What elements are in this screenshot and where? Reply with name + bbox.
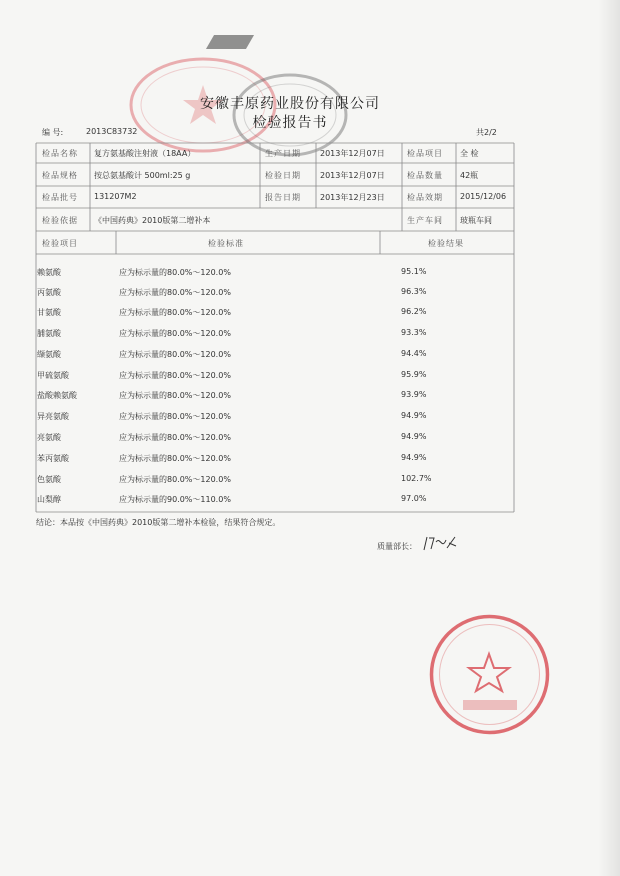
inspection-basis: 《中国药典》2010版第二增补本 [94, 216, 211, 225]
table-row [0, 349, 620, 369]
item-result: 95.9% [401, 370, 427, 379]
column-header-result: 检验结果 [428, 239, 464, 248]
batch-number: 131207M2 [94, 192, 137, 201]
item-name: 异亮氨酸 [37, 412, 69, 421]
expiry-date: 2015/12/06 [460, 192, 507, 201]
table-row [0, 453, 620, 473]
item-name: 脯氨酸 [37, 329, 61, 338]
item-result: 94.9% [401, 411, 427, 420]
handwritten-signature [422, 534, 458, 554]
column-header-standard: 检验标准 [208, 239, 244, 248]
item-result: 93.9% [401, 390, 427, 399]
item-standard: 应为标示量的80.0%～120.0% [119, 475, 231, 484]
company-name: 安徽丰原药业股份有限公司 [200, 96, 380, 112]
inspection-item-label: 检品项目 [407, 149, 443, 158]
inspection-date-label: 检验日期 [265, 171, 301, 180]
item-standard: 应为标示量的80.0%～120.0% [119, 268, 231, 277]
item-name: 苯丙氨酸 [37, 454, 69, 463]
product-name-label: 检品名称 [42, 149, 78, 158]
inspection-item: 全 检 [460, 149, 479, 158]
report-date: 2013年12月23日 [320, 193, 385, 202]
workshop: 玻瓶车间 [460, 216, 492, 225]
scan-mark [206, 35, 254, 49]
table-row [0, 494, 620, 514]
item-result: 94.4% [401, 349, 427, 358]
item-result: 96.3% [401, 287, 427, 296]
item-standard: 应为标示量的80.0%～120.0% [119, 454, 231, 463]
table-row [0, 328, 620, 348]
item-standard: 应为标示量的80.0%～120.0% [119, 350, 231, 359]
workshop-label: 生产车间 [407, 216, 443, 225]
production-date-label: 生产日期 [265, 149, 301, 158]
batch-label: 检品批号 [42, 193, 78, 202]
quantity-label: 检品数量 [407, 171, 443, 180]
bottom-seal-red [427, 612, 552, 737]
item-result: 102.7% [401, 474, 432, 483]
item-standard: 应为标示量的80.0%～120.0% [119, 288, 231, 297]
item-result: 96.2% [401, 307, 427, 316]
basis-label: 检验依据 [42, 216, 78, 225]
spec-label: 检品规格 [42, 171, 78, 180]
conclusion-text: 结论：本品按《中国药典》2010版第二增补本检验，结果符合规定。 [36, 518, 281, 527]
item-result: 94.9% [401, 453, 427, 462]
item-name: 盐酸赖氨酸 [37, 391, 77, 400]
item-standard: 应为标示量的80.0%～120.0% [119, 371, 231, 380]
item-result: 94.9% [401, 432, 427, 441]
table-row [0, 411, 620, 431]
item-name: 赖氨酸 [37, 268, 61, 277]
column-header-item: 检验项目 [42, 239, 78, 248]
item-result: 93.3% [401, 328, 427, 337]
page-indicator: 共2/2 [476, 128, 497, 137]
item-result: 95.1% [401, 267, 427, 276]
expiry-label: 检品效期 [407, 193, 443, 202]
quantity: 42瓶 [460, 171, 479, 180]
product-name: 复方氨基酸注射液（18AA） [94, 149, 196, 158]
report-number: 2013C83732 [86, 127, 138, 136]
table-row [0, 390, 620, 410]
item-name: 缬氨酸 [37, 350, 61, 359]
table-row [0, 432, 620, 452]
inspection-date: 2013年12月07日 [320, 171, 385, 180]
production-date: 2013年12月07日 [320, 149, 385, 158]
report-date-label: 报告日期 [265, 193, 301, 202]
qc-manager-label: 质量部长： [377, 542, 417, 551]
item-standard: 应为标示量的90.0%～110.0% [119, 495, 231, 504]
item-standard: 应为标示量的80.0%～120.0% [119, 308, 231, 317]
table-row [0, 287, 620, 307]
report-number-label: 编 号: [42, 128, 64, 137]
table-row [0, 307, 620, 327]
table-row [0, 474, 620, 494]
spec: 按总氨基酸计 500ml:25 g [94, 171, 191, 180]
table-row [0, 370, 620, 390]
item-name: 甲硫氨酸 [37, 371, 69, 380]
item-standard: 应为标示量的80.0%～120.0% [119, 329, 231, 338]
item-name: 丙氨酸 [37, 288, 61, 297]
item-standard: 应为标示量的80.0%～120.0% [119, 433, 231, 442]
table-row [0, 267, 620, 287]
item-name: 色氨酸 [37, 475, 61, 484]
report-title: 检验报告书 [252, 115, 328, 131]
item-name: 甘氨酸 [37, 308, 61, 317]
item-standard: 应为标示量的80.0%～120.0% [119, 391, 231, 400]
item-standard: 应为标示量的80.0%～120.0% [119, 412, 231, 421]
item-result: 97.0% [401, 494, 427, 503]
item-name: 亮氨酸 [37, 433, 61, 442]
item-name: 山梨醇 [37, 495, 61, 504]
